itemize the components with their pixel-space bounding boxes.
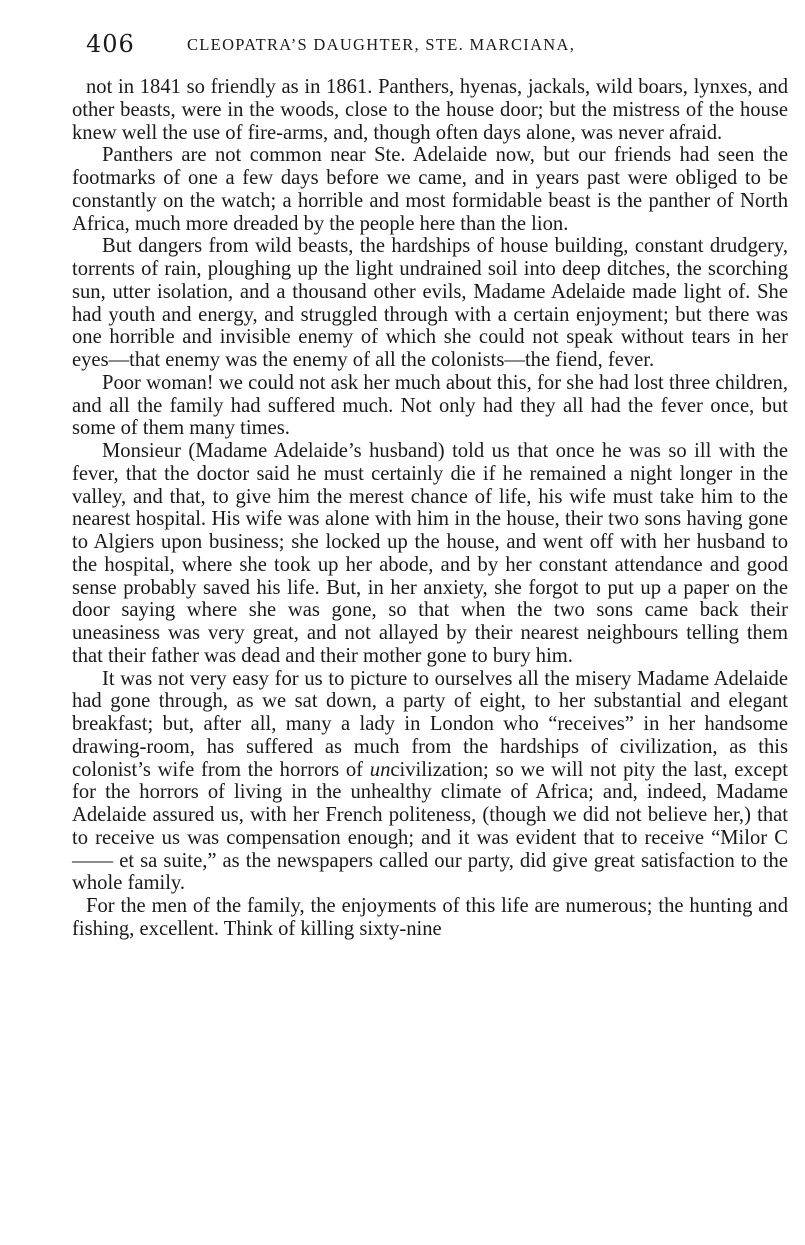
paragraph-6-text-b: civilization; so we will not pity the last, except for the horrors of living in the unhealthy climate of Africa; and, indeed, Madame Adelaide assured us, with her French politeness, (though we did not believe her,) that to receive us was compensation enough; and it was evident that to receive “Milor C—— et sa suite,” as the newspapers called our party, did give great satisfaction to the whole family. bbox=[72, 758, 788, 895]
paragraph-6-italic: un bbox=[369, 758, 391, 781]
paragraph-3: But dangers from wild beasts, the hardships of house building, constant drudgery, torrents of rain, ploughing up the light undrained soil into deep ditches, the scorching sun, utter isolation, and a thousand other evils, Madame Adelaide made light of. She had youth and energy, and struggled through with a certain enjoyment; but there was one horrible and invisible enemy of which she could not speak without tears in her eyes—that enemy was the enemy of all the colonists—the fiend, fever. bbox=[72, 235, 788, 371]
paragraph-4: Poor woman! we could not ask her much about this, for she had lost three children, and all the family had suffered much. Not only had they all had the fever once, but some of them many times. bbox=[72, 371, 788, 440]
paragraph-2: Panthers are not common near Ste. Adelaide now, but our friends had seen the footmarks of one a few days before we came, and in years past were obliged to be constantly on the watch; a horrible and most formidable beast is the panther of North Africa, much more dreaded by the people here than the lion. bbox=[72, 144, 788, 235]
running-header bbox=[86, 30, 786, 60]
running-title: CLEOPATRA’S DAUGHTER, STE. MARCIANA, bbox=[187, 35, 576, 54]
page-number: 406 bbox=[86, 30, 135, 58]
paragraph-6 bbox=[72, 668, 788, 896]
paragraph-1: not in 1841 so friendly as in 1861. Panthers, hyenas, jackals, wild boars, lynxes, and other beasts, were in the woods, close to the house door; but the mistress of the house knew well the use of fire-arms, and, though often days alone, was never afraid. bbox=[72, 76, 788, 144]
body-text bbox=[72, 76, 788, 941]
paragraph-6-text-a: It was not very easy for us to picture to ourselves all the misery Madame Adelaide had gone through, as we sat down, a party of eight, to her substantial and elegant breakfast; but, after all, many a lady in London who “receives” in her handsome drawing-room, has suffered as much from the hardships of civilization, as this colonist’s wife from the horrors of bbox=[72, 667, 788, 781]
paragraph-5: Monsieur (Madame Adelaide’s husband) told us that once he was so ill with the fever, that the doctor said he must certainly die if he remained a night longer in the valley, and that, to give him the merest chance of life, his wife must take him to the nearest hospital. His wife was alone with him in the house, their two sons having gone to Algiers upon business; she locked up the house, and went off with her husband to the hospital, where she took up her abode, and by her constant attendance and good sense probably saved his life. But, in her anxiety, she forgot to put up a paper on the door saying where she was gone, so that when the two sons came back their uneasiness was very great, and not allayed by their nearest neighbours telling them that their father was dead and their mother gone to bury him. bbox=[72, 440, 788, 667]
paragraph-7: For the men of the family, the enjoyments of this life are numerous; the hunting and fishing, excellent. Think of killing sixty-nine bbox=[72, 895, 788, 940]
